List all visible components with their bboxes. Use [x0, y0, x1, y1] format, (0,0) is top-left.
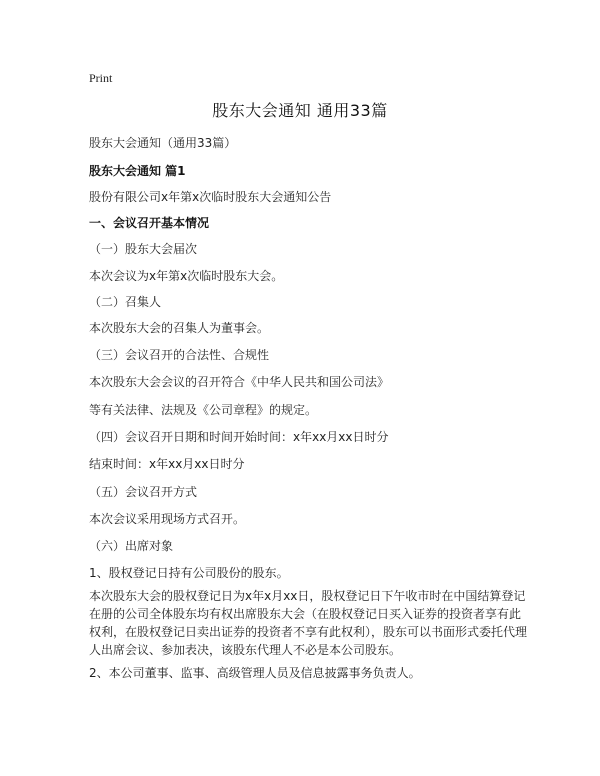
- document-subtitle: 股东大会通知（通用33篇）: [89, 136, 237, 150]
- item-6-sub-1: 1、股权登记日持有公司股份的股东。: [89, 566, 289, 580]
- item-1-heading: （一）股东大会届次: [89, 242, 198, 256]
- item-3-body-b: 等有关法律、法规及《公司章程》的规定。: [89, 403, 318, 417]
- item-3-heading: （三）会议召开的合法性、合规性: [89, 348, 270, 362]
- document-title: 股东大会通知 通用33篇: [212, 101, 388, 120]
- item-5-heading: （五）会议召开方式: [89, 485, 198, 499]
- section-title: 股东大会通知 篇1: [89, 164, 186, 178]
- item-4-body: 结束时间：x年xx月xx日时分: [89, 457, 245, 471]
- announcement-line: 股份有限公司x年第x次临时股东大会通知公告: [89, 190, 332, 204]
- heading-basic-info: 一、会议召开基本情况: [89, 216, 210, 230]
- print-label: Print: [89, 71, 113, 85]
- item-4-heading: （四）会议召开日期和时间开始时间：x年xx月xx日时分: [89, 430, 389, 444]
- item-6-paragraph: [89, 587, 528, 659]
- item-2-body: 本次股东大会的召集人为董事会。: [89, 321, 270, 335]
- item-5-body: 本次会议采用现场方式召开。: [89, 512, 246, 526]
- paragraph-line: 人出席会议、参加表决，该股东代理人不必是本公司股东。: [89, 643, 402, 657]
- item-6-heading: （六）出席对象: [89, 539, 174, 553]
- paragraph-line: 在册的公司全体股东均有权出席股东大会（在股权登记日买入证券的投资者享有此: [89, 607, 522, 621]
- item-2-heading: （二）召集人: [89, 295, 162, 309]
- item-3-body-a: 本次股东大会会议的召开符合《中华人民共和国公司法》: [89, 375, 390, 389]
- paragraph-line: 权利，在股权登记日卖出证券的投资者不享有此权利），股东可以书面形式委托代理: [89, 625, 528, 639]
- paragraph-line: 本次股东大会的股权登记日为x年x月xx日，股权登记日下午收市时在中国结算登记: [89, 589, 526, 603]
- item-1-body: 本次会议为x年第x次临时股东大会。: [89, 269, 284, 283]
- item-6-sub-2: 2、本公司董事、监事、高级管理人员及信息披露事务负责人。: [89, 666, 421, 680]
